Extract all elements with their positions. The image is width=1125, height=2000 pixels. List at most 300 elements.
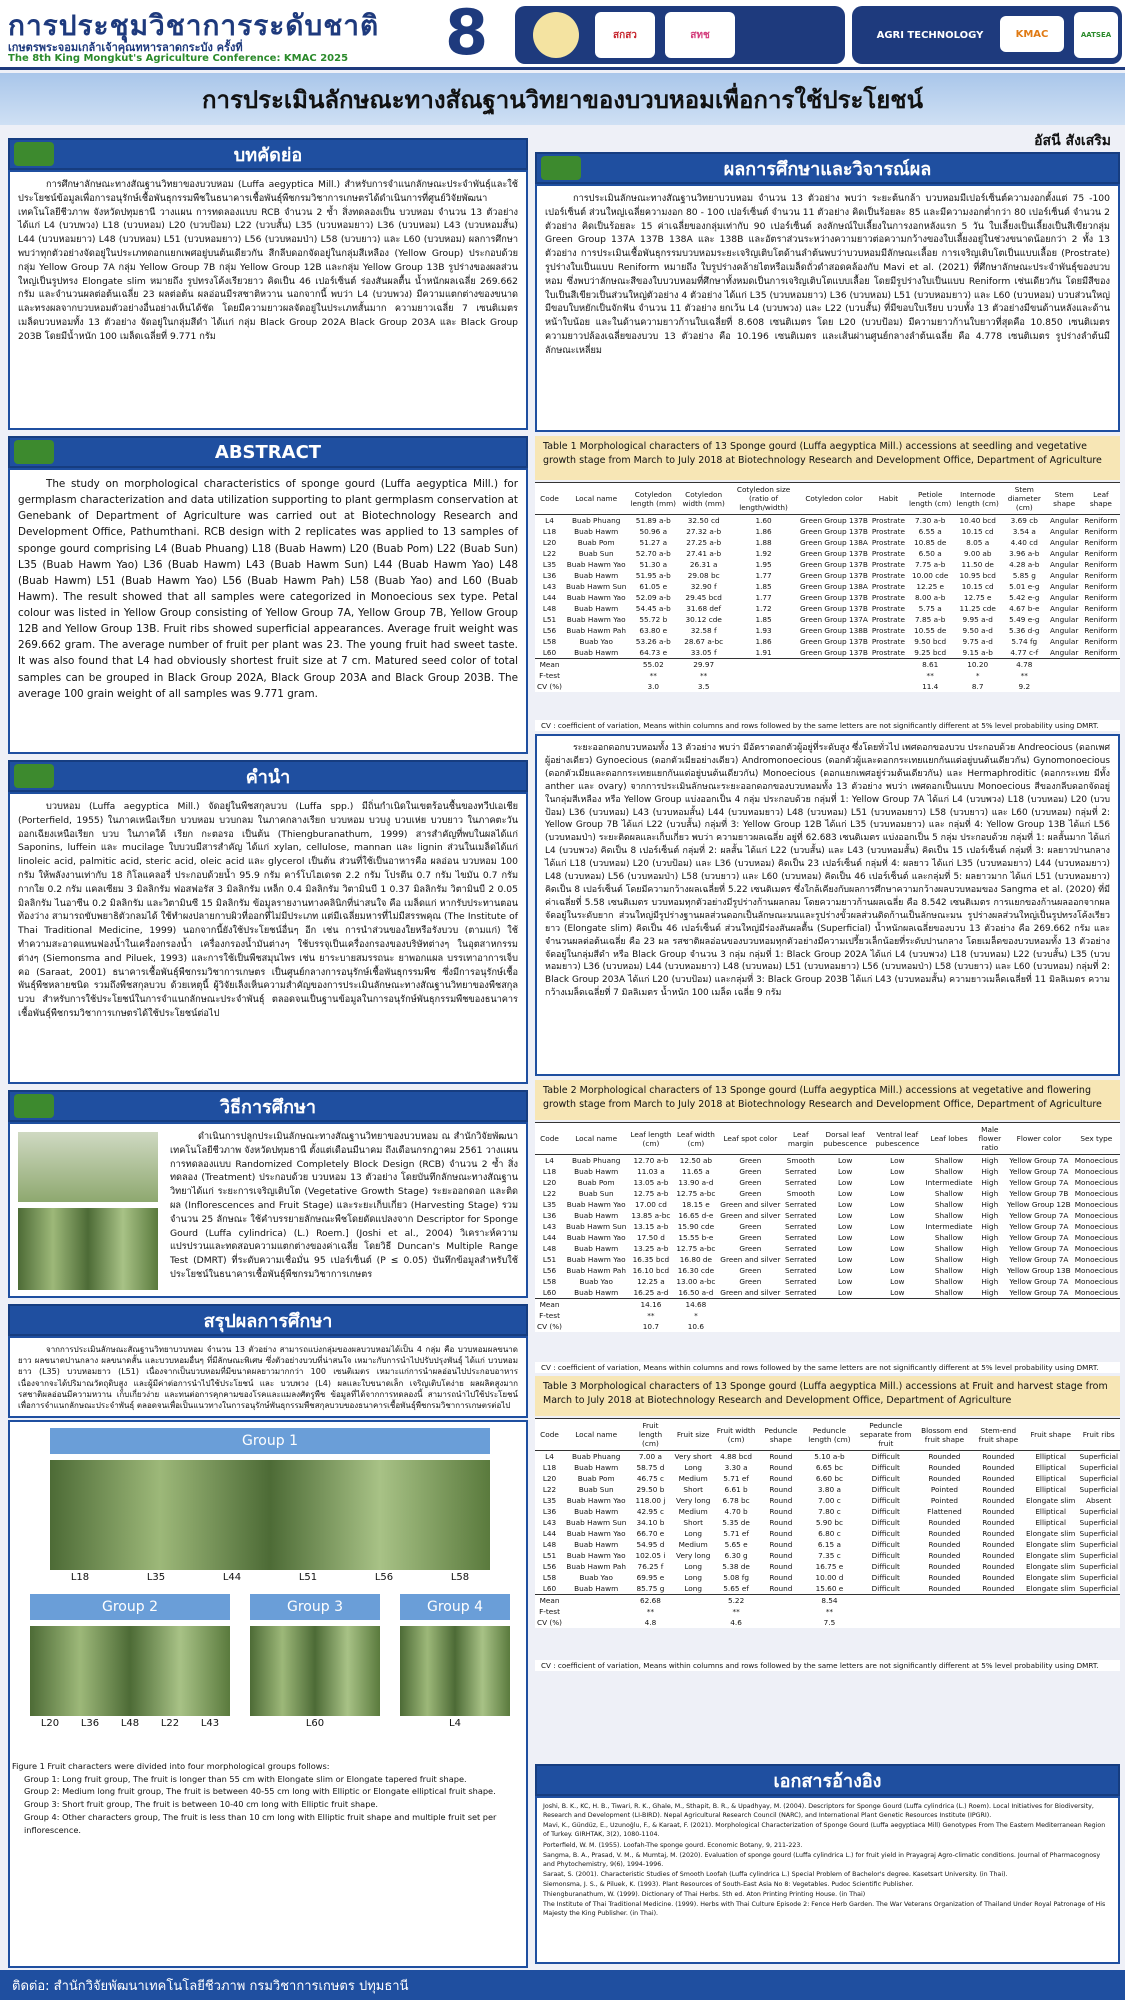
- table-cell: 13.90 a-d: [678, 1178, 714, 1187]
- fruit-label: L44: [222, 1572, 242, 1583]
- abstract-th-heading: บทคัดย่อ: [8, 138, 528, 170]
- table-cell: 1.85: [755, 582, 772, 591]
- table-header-cell: Sex type: [1073, 1123, 1120, 1155]
- table-cell: [975, 1310, 1005, 1321]
- results-text-2: ระยะออกดอกบวบหอมทั้ง 13 ตัวอย่าง พบว่า มีอัตราดอกตัวผู้อยู่ที่ระดับสูง ซึ่งโดยทั่วไป เพศดอกของบวบ ประกอบด้วย Andreocious (ดอกเพศผู้อย่างเดียว) Gynoecious (ดอกตัวเมียอย่างเดียว) Andromonoecious (ดอกตัวผู้และดอกกระเทยแยกกันแต่อยู่บนต้นเดียวกัน) Gynomonoecious (ดอกตัวเมียและดอกกระเทยแยกกันแต่อยู่บนต้นเดียวกัน) Monoecious (ดอกแยกเพศอยู่ร่วมต้นเดียวกัน) และ Hermaphroditic (ดอกกระเทย มีทั้ง anther และ ovary) จากการประเมินลักษณะระยะออกดอกของบวบหอมทั้ง 13 ตัวอย่าง พบว่า เพศดอกเป็นแบบ Monoecious สีของกลีบดอกจัดอยู่ในกลุ่มสีเหลือง หรือ Yellow Group แบ่งออกเป็น 4 กลุ่ม ประกอบด้วย กลุ่มที่ 1: Yellow Group 7A ได้แก่ L4 (บวบพวง) L18 (บวบหอม) L20 (บวบป้อม) L36 (บวบหอม) L43 (บวบหอมสั้น) L44 (บวบหอมยาว) L48 (บวบหอม) L51 (บวบหอมยาว) L58 (บวบยาว) และ L60 (บวบหอม) กลุ่มที่ 2: Yellow Group 7B ได้แก่ L22 (บวบสั้น) กลุ่มที่ 3: Yellow Group 12B ได้แก่ L35 (บวบหอมยาว) และ กลุ่มที่ 4: Yellow Group 13B ได้แก่ L56 (บวบหอมป่า) ระยะติดผลและเก็บเกี่ยว พบว่า ความยาวผลเฉลี่ย อยู่ที่ 62.683 เซนติเมตร แบ่งออกเป็น 5 กลุ่ม ประกอบด้วย กลุ่มที่ 1: ผลสั้นมาก ได้แก่ L4 (บวบพวง) คิดเป็น 8 เปอร์เซ็นต์ กลุ่มที่ 2: ผลสั้น ได้แก่ L22 (บวบสั้น) และ L43 (บวบหอมสั้น) คิดเป็น 15 เปอร์เซ็นต์ กลุ่มที่ 3: ผลยาวปานกลางได้แก่ L18 (บวบหอม) L20 (บวบป้อม) และ L36 (บวบหอม) คิดเป็น 23 เปอร์เซ็นต์ กลุ่มที่ 4: ผลยาว ได้แก่ L35 (บวบหอมยาว) L44 (บวบหอมยาว) L48 (บวบหอม) L56 (บวบหอมป่า) L58 (บวบยาว) และ L60 (บวบหอม) คิดเป็น 46 เปอร์เซ็นต์ และกลุ่มที่ 5: ผลยาวมาก ได้แก่ L51 (บวบหอมยาว) คิดเป็น 8 เปอร์เซ็นต์ โดยมีความกว้างผลเฉลี่ยที่ 5.22 เซนติเมตร ซึ่งใกล้เคียงกับผลการศึกษาความกว้างผลบวบหอมของ Sangma et al. (2020) ที่มีค่าเฉลี่ยที่ 5.58 เซนติเมตร บวบหอมทุกตัวอย่างมีรูปร่างก้านผลกลม โดยความยาวก้านผลเฉลี่ย คือ 8.542 เซนติเมตร การแยกของก้านผลออกจากผลจัดอยู่ในระดับยาก ส่วนใหญ่มีรูปร่างฐานผลส่วนดอกเป็นลักษณะมนและรูปร่างขั้วผลส่วนติดก้านเป็นลักษณะมน รูปร่างผลส่วนใหญ่เป็นรูปทรงโค้งเรียวยาว (Elongate slim) คิดเป็น 46 เปอร์เซ็นต์ ส่วนใหญ่มีร่องสันผลตื้น (Superficial) น้ำหนักผลเฉลี่ยของบวบ 13 ตัวอย่าง คือ 269.662 กรัม และจำนวนผลต่อต้นเฉลี่ย คือ 23 ผล รสชาติผลอ่อนของบวบหอมทุกตัวอย่างมีความเปรี้ยวเล็กน้อยที่ระดับปานกลาง โดยเมล็ดของบวบหอมทั้ง 13 ตัวอย่าง จัดอยู่ในกลุ่มสีดำ หรือ Black Group จำนวน 3 กลุ่ม กลุ่มที่ 1: Black Group 202A ได้แก่ L4 (บวบพวง) L18 (บวบหอม) L22 (บวบสั้น) L35 (บวบหอมยาว) L36 (บวบหอม) L44 (บวบหอมยาว) L48 (บวบหอม) L51 (บวบหอมยาว) L56 (บวบหอมป่า) L58 (บวบยาว) และ L60 (บวบหอม) กลุ่มที่ 2: Black Group 203A ได้แก่ L20 (บวบป้อม) และกลุ่มที่ 3: Black Group 203B ได้แก่ L43 (บวบหอมสั้น) ความยาวเมล็ดเฉลี่ยที่ 11 มิลลิเมตร ความกว้างเมล็ดเฉลี่ยที่ 7 มิลลิเมตร น้ำหนัก 100 เมล็ด เฉลี่ย 9 กรัม: [545, 743, 1110, 999]
- table-cell: [1005, 1299, 1073, 1311]
- table-cell: L36: [542, 1507, 557, 1516]
- table-cell: CV (%): [537, 1618, 563, 1627]
- table-cell: Buab Yao: [579, 1573, 613, 1582]
- table-cell: 1.91: [755, 648, 772, 657]
- table-cell: 6.61 b: [724, 1485, 748, 1494]
- table-cell: [1024, 1606, 1077, 1617]
- table-cell: [924, 1299, 975, 1311]
- table-cell: L22: [542, 549, 557, 558]
- table-header-cell: Fruit width (cm): [714, 1419, 758, 1451]
- table-cell: 4.6: [730, 1618, 742, 1627]
- results-text-1: การประเมินลักษณะทางสัณฐานวิทยาบวบหอม จำนวน 13 ตัวอย่าง พบว่า ระยะต้นกล้า บวบหอมมีเปอร์เซ็นต์ความงอกตั้งแต่ 75 -100 เปอร์เซ็นต์ ส่วนใหญ่เฉลี่ยความงอก 80 - 100 เปอร์เซ็นต์ จำนวน 11 ตัวอย่าง คิดเป็นร้อยละ 85 และมีความงอกต่ำกว่า 80 เปอร์เซ็นต์ จำนวน 2 ตัวอย่าง คิดเป็นร้อยละ 15 ค่าเฉลี่ยของกลุ่มเท่ากับ 90 เปอร์เซ็นต์ ลงลักษณ์ใบเลี้ยงในการงอกหลังแรก 5 วัน ใบเลี้ยงเป็นเลี้ยงเป็นสีเขียวกลุ่ม Green Group 137A 137B 138A และ 138B และอัตราส่วนระหว่างความยาวต่อความกว้างของใบเลี้ยงอยู่ในช่วงขนาดน้อยกว่า 2 ทั้ง 13 ตัวอย่าง การประเมินเชื้อพันธุกรรมบวบหอมระยะเจริญเติบโตด้านลำต้นพบว่าบวบหอมมีลักษณะเลื้อย การเจริญเติบโตเป็นแบบเลื้อย (Prostrate) รูปร่างใบเป็นแบบ Reniform หมายถึง ใบรูปร่างคล้ายไตหรือเมล็ดถั่วดำสอดคล้องกับ Mavi et al. (2021) ที่ศึกษาลักษณะประจำพันธุ์ของบวบหอม ซึ่งพบว่าลักษณะสีของใบบวบหอมที่ศึกษาทั้งหมดเป็นการเจริญเติบโตแบบเลื้อย โดยมีรูปร่างใบเป็นแบบ Reniform เช่นเดียวกัน โดยมีสีของใบเป็นสีเขียวเป็นส่วนใหญ่ตัวอย่าง 4 ตัวอย่าง ได้แก่ L35 (บวบหอมยาว) L36 (บวบหอม) L51 (บวบหอมยาว) และ L60 (บวบหอม) บวบส่วนใหญ่มีขอบใบหยักเป็นจักฟัน จำนวน 11 ตัวอย่าง ยกเว้น L4 (บวบพวง) และ L22 (บวบสั้น) ที่มีขอบใบเรียบ บวบทั้ง 13 ตัวอย่างมีขนด้านหลังและด้านหน้าใบน้อย และในด้านความยาวก้านใบเฉลี่ยที่ 8.608 เซนติเมตร โดย L20 (บวบป้อม) มีความยาวก้านใบยาวที่สุดคือ 10.850 เซนติเมตร ความยาวปล้องเฉลี่ยของบวบ 13 ตัวอย่าง คือ 10.196 เซนติเมตร และเส้นผ่านศูนย์กลางลำต้นเฉลี่ย คือ 4.778 เซนติเมตร รูปร่างลำต้นมีลักษณะเหลี่ยม: [545, 193, 1110, 356]
- table-cell: 1.88: [755, 538, 772, 547]
- table-cell: Reniform: [1084, 604, 1118, 613]
- table-cell: L60: [542, 1288, 557, 1297]
- table-cell: Short: [683, 1485, 703, 1494]
- figure-caption-line: Group 2: Medium long fruit group, The fruit is between 40-55 cm long with Elliptic or Elongate elliptical fruit shape.: [24, 1786, 496, 1797]
- table-cell: 6.65 bc: [815, 1463, 844, 1472]
- table-cell: 17.50 d: [636, 1233, 665, 1242]
- table-cell: [1073, 1299, 1120, 1311]
- results-body-2: [535, 734, 1120, 1076]
- table-cell: Long: [684, 1562, 703, 1571]
- table-cell: 51.27 a: [639, 538, 668, 547]
- table-cell: 51.95 a-b: [635, 571, 671, 580]
- table-cell: L4: [545, 1452, 554, 1461]
- table-cell: 16.50 a-d: [678, 1288, 714, 1297]
- table-cell: L56: [542, 1562, 557, 1571]
- table-cell: Prostrate: [871, 604, 905, 613]
- table-cell: Smooth: [786, 1156, 815, 1165]
- table-cell: Serrated: [785, 1244, 817, 1253]
- intro-body: [8, 792, 528, 1084]
- table-cell: Buab Hawm Yao: [566, 1551, 626, 1560]
- table2-note: CV : coefficient of variation, Means within columns and rows followed by the same letters are not significantly different at 5% level probability using DMRT.: [535, 1362, 1120, 1373]
- results-heading: ผลการศึกษาและวิจารณ์ผล: [535, 152, 1120, 184]
- table-cell: 12.50 ab: [679, 1156, 713, 1165]
- table-cell: *: [694, 1311, 698, 1320]
- fruit-label: L51: [298, 1572, 318, 1583]
- table-cell: Yellow Group 7B: [1009, 1189, 1069, 1198]
- table-cell: **: [1020, 671, 1028, 680]
- table-header-cell: Peduncle shape: [758, 1419, 803, 1451]
- table-cell: F-test: [539, 671, 560, 680]
- table-header-cell: Petiole length (cm): [907, 483, 953, 515]
- table-cell: [916, 1595, 973, 1607]
- table-cell: 42.95 c: [636, 1507, 665, 1516]
- table-cell: L18: [542, 1167, 557, 1176]
- table-cell: 5.01 e-g: [1009, 582, 1040, 591]
- kmac-logo: KMAC: [1000, 16, 1064, 52]
- table-row: [535, 1177, 1120, 1188]
- table-cell: 9.00 ab: [963, 549, 992, 558]
- table-cell: High: [981, 1288, 999, 1297]
- table-cell: Rounded: [928, 1529, 961, 1538]
- table-cell: [870, 659, 907, 671]
- table-cell: 5.90 bc: [815, 1518, 844, 1527]
- table-cell: 9.50 bcd: [914, 637, 947, 646]
- fruit-label: L56: [374, 1572, 394, 1583]
- table-cell: 50.96 a: [639, 527, 668, 536]
- table-row: [535, 1572, 1120, 1583]
- table-cell: Medium: [678, 1540, 708, 1549]
- table-cell: Angular: [1049, 615, 1079, 624]
- table-cell: Rounded: [928, 1562, 961, 1571]
- table-cell: [718, 1321, 782, 1332]
- table-cell: Serrated: [785, 1255, 817, 1264]
- table-cell: Superficial: [1079, 1562, 1118, 1571]
- table-cell: L58: [542, 637, 557, 646]
- table-cell: 7.35 c: [818, 1551, 841, 1560]
- table-cell: Angular: [1049, 626, 1079, 635]
- table-cell: 5.42 e-g: [1009, 593, 1040, 602]
- table-cell: Rounded: [982, 1518, 1015, 1527]
- table-cell: L44: [542, 1233, 557, 1242]
- table-cell: Serrated: [785, 1178, 817, 1187]
- table-header-cell: Leaf shape: [1082, 483, 1120, 515]
- abstract-en-text: The study on morphological characteristics of sponge gourd (Luffa aegyptica Mill.) for germplasm characterization and data utilization supporting to plant germplasm conservation at Genebank of Department of Agriculture was carried out at Biotechnology Research and Development Office, Pathumthani. RCB design with 2 replicates was applied to 13 samples of sponge gourd comprising L4 (Buab Phuang) L18 (Buab Hawm) L20 (Buab Pom) L22 (Buab Sun) L35 (Buab Hawm Yao) L36 (Buab Hawm) L43 (Buab Hawm Sun) L44 (Buab Hawm Yao) L48 (Buab Hawm) L51 (Buab Hawm Yao) L56 (Buab Hawm Pah) L58 (Buab Yao) and L60 (Buab Hawm). The result showed that all samples were categorized in Monoecious sex type. Petal colour was listed in Yellow Group consisting of Yellow Group 7A, Yellow Group 7B, Yellow Group 12B and Yellow Group 13B. Fruit ribs showed superficial appearances. Average fruit weight was 269.662 gram. The average number of fruit per plant was 23. The young fruit had sweet taste. It was also found that L4 had obviously shortest fruit size at 7 cm. Matured seed color of total samples can be grouped in Black Group 202A, Black Group 203A and Black Group 203B. The average 100 grain weight of all samples was 9.771 gram.: [18, 478, 518, 700]
- table-cell: 29.08 bc: [687, 571, 720, 580]
- table-cell: Difficult: [871, 1573, 900, 1582]
- table-cell: 10.55 de: [914, 626, 947, 635]
- table-cell: Green Group 138A: [800, 582, 868, 591]
- table-cell: Difficult: [871, 1584, 900, 1593]
- table-cell: Low: [890, 1244, 905, 1253]
- table-cell: Elliptical: [1035, 1452, 1067, 1461]
- table-cell: [718, 1299, 782, 1311]
- table-cell: **: [647, 1311, 655, 1320]
- table-cell: L20: [542, 538, 557, 547]
- table-cell: Flattened: [927, 1507, 962, 1516]
- table3-caption: Table 3 Morphological characters of 13 Sponge gourd (Luffa aegyptica Mill.) accessions at Fruit and harvest stage from March to July 2018 at Biotechnology Research and Development Office, Department of Agriculture: [535, 1376, 1120, 1416]
- table-cell: [673, 1595, 714, 1607]
- table-cell: 14.16: [628, 1299, 673, 1311]
- table-cell: Low: [837, 1189, 853, 1198]
- table-cell: L20: [542, 1474, 557, 1483]
- group-2-photo: [30, 1626, 230, 1716]
- table-cell: L36: [542, 571, 557, 580]
- table-row: [535, 1243, 1120, 1254]
- table-cell: 18.15 e: [682, 1200, 710, 1209]
- table-cell: Pointed: [930, 1496, 959, 1505]
- table-cell: Green Group 137B: [800, 560, 868, 569]
- table-cell: 16.10 bcd: [632, 1266, 670, 1275]
- table-cell: Yellow Group 7A: [1009, 1244, 1069, 1253]
- table-cell: [798, 659, 870, 671]
- table-cell: [924, 1321, 975, 1332]
- table-cell: [1073, 1321, 1120, 1332]
- table-cell: 55.72 b: [639, 615, 668, 624]
- table-cell: Reniform: [1084, 615, 1118, 624]
- table-row: [535, 1221, 1120, 1232]
- conclusion-heading: สรุปผลการศึกษา: [8, 1304, 528, 1336]
- table-cell: Reniform: [1084, 516, 1118, 525]
- table-cell: L36: [542, 1211, 557, 1220]
- table-cell: Green: [739, 1167, 762, 1176]
- table-cell: Long: [684, 1529, 703, 1538]
- table-cell: Monoecious: [1074, 1167, 1118, 1176]
- table-cell: 5.75 a: [918, 604, 942, 613]
- table-cell: Superficial: [1079, 1485, 1118, 1494]
- group-2-label: Group 2: [30, 1594, 230, 1620]
- table-cell: [973, 1606, 1024, 1617]
- table-cell: Angular: [1049, 604, 1079, 613]
- table-header-cell: Leaf width (cm): [673, 1123, 718, 1155]
- table-cell: Superficial: [1079, 1573, 1118, 1582]
- intro-heading: คำนำ: [8, 760, 528, 792]
- table-cell: [798, 681, 870, 692]
- table-cell: Buab Hawm Pah: [566, 1562, 626, 1571]
- table-cell: 15.60 e: [815, 1584, 844, 1593]
- table-cell: 6.30 g: [724, 1551, 748, 1560]
- table-cell: 5.49 e-g: [1009, 615, 1040, 624]
- table-cell: High: [981, 1222, 999, 1231]
- section-leaf-icon: [14, 440, 54, 464]
- table-cell: L51: [542, 1551, 557, 1560]
- table-cell: Round: [769, 1496, 793, 1505]
- table-cell: [729, 670, 798, 681]
- table-summary-row: [535, 681, 1120, 692]
- table-cell: [871, 1299, 923, 1311]
- table-row: [535, 1155, 1120, 1167]
- table-cell: Green Group 137B: [800, 571, 868, 580]
- table-cell: Rounded: [982, 1496, 1015, 1505]
- table-cell: [1005, 1321, 1073, 1332]
- table-cell: Superficial: [1079, 1551, 1118, 1560]
- table-header-cell: Dorsal leaf pubescence: [819, 1123, 871, 1155]
- table-cell: 9.75 a-d: [962, 637, 993, 646]
- table-cell: [973, 1617, 1024, 1628]
- table-cell: 33.05 f: [690, 648, 717, 657]
- table-cell: 32.90 f: [690, 582, 717, 591]
- table-cell: 14.68: [673, 1299, 718, 1311]
- table-cell: [1047, 681, 1082, 692]
- table-cell: 85.75 g: [636, 1584, 665, 1593]
- table-cell: Buab Hawm: [574, 648, 619, 657]
- table-cell: 8.7: [971, 682, 984, 691]
- table-cell: [729, 659, 798, 671]
- table-cell: 1.93: [755, 626, 772, 635]
- table-cell: Intermediate: [925, 1222, 973, 1231]
- table-cell: Low: [890, 1211, 905, 1220]
- table-cell: 1.86: [755, 637, 772, 646]
- table-cell: 8.05 a: [966, 538, 990, 547]
- table-cell: Difficult: [871, 1529, 900, 1538]
- conference-subtitle: เกษตรพระจอมเกล้าเจ้าคุณทหารลาดกระบัง ครั้งที่: [8, 41, 243, 54]
- table-cell: 5.35 de: [722, 1518, 750, 1527]
- table-cell: Rounded: [928, 1573, 961, 1582]
- table-row: [535, 1210, 1120, 1221]
- table-cell: L58: [542, 1573, 557, 1582]
- table-cell: [870, 681, 907, 692]
- table-cell: 3.5: [697, 682, 710, 691]
- table-cell: 69.95 e: [636, 1573, 665, 1582]
- table-cell: 7.30 a-b: [915, 516, 946, 525]
- table-cell: Rounded: [982, 1584, 1015, 1593]
- table-cell: High: [981, 1200, 999, 1209]
- table-cell: Difficult: [871, 1452, 900, 1461]
- table-cell: Low: [837, 1222, 853, 1231]
- table-cell: 15.55 b-e: [678, 1233, 714, 1242]
- table-cell: 7.80 c: [818, 1507, 841, 1516]
- table-cell: 1.86: [755, 527, 772, 536]
- table-cell: Serrated: [785, 1222, 817, 1231]
- table-cell: [564, 1606, 628, 1617]
- conference-english-title: The 8th King Mongkut's Agriculture Conference: KMAC 2025: [8, 53, 349, 64]
- table-cell: Pointed: [930, 1485, 959, 1494]
- table-row: [535, 1287, 1120, 1299]
- table-cell: *: [975, 671, 980, 680]
- table-cell: Rounded: [928, 1452, 961, 1461]
- table-cell: Round: [769, 1518, 793, 1527]
- table-cell: [1073, 1310, 1120, 1321]
- table-cell: Serrated: [785, 1200, 817, 1209]
- table-cell: L43: [542, 1518, 557, 1527]
- table3-note: CV : coefficient of variation, Means within columns and rows followed by the same letters are not significantly different at 5% level probability using DMRT.: [535, 1660, 1120, 1671]
- table-cell: [1082, 659, 1120, 671]
- table-cell: L43: [542, 1222, 557, 1231]
- tsri-logo: สกสว: [595, 12, 655, 58]
- table-cell: Buab Phuang: [571, 1452, 621, 1461]
- fruit-label: L20: [40, 1718, 60, 1729]
- table-cell: Rounded: [982, 1540, 1015, 1549]
- table-cell: 6.15 a: [817, 1540, 841, 1549]
- table-cell: Yellow Group 7A: [1009, 1277, 1069, 1286]
- table-cell: Reniform: [1084, 637, 1118, 646]
- table-cell: 51.89 a-b: [635, 516, 671, 525]
- table-summary-row: [535, 1310, 1120, 1321]
- table-cell: Shallow: [934, 1255, 964, 1264]
- table-cell: 55.02: [628, 659, 678, 671]
- table-cell: Buab Hawm Yao: [566, 1529, 626, 1538]
- table-row: [535, 559, 1120, 570]
- table-cell: Buab Hawm: [574, 1211, 619, 1220]
- table-cell: Serrated: [785, 1288, 817, 1297]
- table-cell: High: [981, 1156, 999, 1165]
- table-cell: Green Group 137B: [800, 648, 868, 657]
- table-cell: 6.50 a: [918, 549, 942, 558]
- table-cell: Reniform: [1084, 648, 1118, 657]
- table-cell: 7.00 c: [818, 1496, 841, 1505]
- table-cell: Superficial: [1079, 1507, 1118, 1516]
- table-cell: Shallow: [934, 1200, 964, 1209]
- table-cell: Very short: [674, 1452, 712, 1461]
- table-cell: [782, 1321, 819, 1332]
- table-cell: 52.09 a-b: [635, 593, 671, 602]
- table-cell: 30.12 cde: [685, 615, 722, 624]
- table-cell: Green Group 138B: [800, 626, 868, 635]
- table-cell: 27.25 a-b: [686, 538, 722, 547]
- table-cell: Rounded: [982, 1507, 1015, 1516]
- table-cell: 12.25 a: [637, 1277, 665, 1286]
- table-cell: Green Group 138A: [800, 538, 868, 547]
- table-cell: 3.0: [647, 682, 660, 691]
- table-cell: Prostrate: [871, 626, 905, 635]
- table-cell: Very long: [676, 1551, 711, 1560]
- fruit-label: L58: [450, 1572, 470, 1583]
- table-cell: **: [926, 671, 934, 680]
- reference-item: The Institute of Thai Traditional Medicine. (1999). Herbs with Thai Culture Episode 2: Fence Herb Garden. The War Veterans Organization of Thailand Under Royal Patronage of His Majesty the King Publisher. (in Thai).: [543, 1901, 1106, 1918]
- table-cell: L44: [542, 1529, 557, 1538]
- table-cell: 16.25 a-d: [633, 1288, 669, 1297]
- table-cell: [673, 1606, 714, 1617]
- table-cell: L18: [542, 527, 557, 536]
- table-cell: [729, 681, 798, 692]
- table-cell: Buab Hawm Pah: [566, 1266, 626, 1275]
- table-cell: 6.55 a: [918, 527, 942, 536]
- table-cell: Intermediate: [925, 1178, 973, 1187]
- table-row: [535, 537, 1120, 548]
- fruit-label: L22: [160, 1718, 180, 1729]
- reference-item: Joshi, B. K., KC, H. B., Tiwari, R. K., Ghale, M., Sthapit, B. R., & Upadhyay, M. (2004). Descriptors for Sponge Gourd (Luffa cylindrica (L.) Roem). Local Initiatives for Biodiversity, Research and Development (LI-BIRD). Nepal Agricultural Research Council (NARC), and International Plant Genetic Resources Institute (IPGRI).: [543, 1803, 1094, 1820]
- table-cell: Monoecious: [1074, 1211, 1118, 1220]
- table-cell: Rounded: [982, 1485, 1015, 1494]
- poster-title: การประเมินลักษณะทางสัณฐานวิทยาของบวบหอมเพื่อการใช้ประโยชน์: [202, 85, 923, 114]
- table-cell: F-test: [539, 1607, 560, 1616]
- table-header-cell: Flower color: [1005, 1123, 1073, 1155]
- table-cell: Green and silver: [720, 1288, 781, 1297]
- table-cell: Low: [890, 1167, 905, 1176]
- section-leaf-icon: [541, 156, 581, 180]
- table-cell: 1.77: [755, 571, 772, 580]
- table-cell: [855, 1617, 916, 1628]
- fruit-label: L36: [80, 1718, 100, 1729]
- table-cell: 12.70 a-b: [633, 1156, 669, 1165]
- table-cell: Monoecious: [1074, 1255, 1118, 1264]
- table-cell: Elongate slim: [1025, 1551, 1076, 1560]
- table-cell: Monoecious: [1074, 1189, 1118, 1198]
- table-cell: [1082, 681, 1120, 692]
- table-cell: 12.75 a-bc: [676, 1244, 716, 1253]
- table-row: [535, 1473, 1120, 1484]
- abstract-en-body: [8, 468, 528, 754]
- table-cell: L20: [542, 1178, 557, 1187]
- reference-item: Saraat, S. (2001). Characteristic Studies of Smooth Loofah (Luffa cylindrica L.) Special Problem of Bachelor's degree. Kasetsart University. (in Thai).: [543, 1870, 1008, 1878]
- table-cell: Yellow Group 7A: [1009, 1211, 1069, 1220]
- author-name: อัสนี สังเสริม: [1034, 133, 1111, 149]
- table-cell: L4: [545, 1156, 554, 1165]
- table-cell: Round: [769, 1474, 793, 1483]
- table-cell: 9.50 a-d: [962, 626, 993, 635]
- table-cell: Difficult: [871, 1496, 900, 1505]
- table-cell: Shallow: [934, 1233, 964, 1242]
- table-cell: Absent: [1086, 1496, 1112, 1505]
- table-cell: Buab Hawm Sun: [566, 1222, 627, 1231]
- table-cell: 54.95 d: [636, 1540, 665, 1549]
- table-cell: Superficial: [1079, 1463, 1118, 1472]
- table-row: [535, 1232, 1120, 1243]
- table-cell: Green: [739, 1222, 762, 1231]
- table-row: [535, 548, 1120, 559]
- table-cell: 27.32 a-b: [686, 527, 722, 536]
- table-cell: Serrated: [785, 1167, 817, 1176]
- table-cell: Shallow: [934, 1167, 964, 1176]
- table-row: [535, 526, 1120, 537]
- table-cell: Long: [684, 1463, 703, 1472]
- table-cell: Green: [739, 1277, 762, 1286]
- table-cell: Prostrate: [871, 516, 905, 525]
- table-cell: Monoecious: [1074, 1200, 1118, 1209]
- table-cell: CV (%): [537, 682, 563, 691]
- table-cell: Rounded: [982, 1529, 1015, 1538]
- table-cell: Buab Hawm Pah: [566, 626, 626, 635]
- table-cell: Low: [837, 1178, 853, 1187]
- table-cell: 6.60 bc: [815, 1474, 844, 1483]
- table-cell: 15.90 cde: [677, 1222, 715, 1231]
- table-cell: Low: [837, 1167, 853, 1176]
- table-cell: Superficial: [1079, 1540, 1118, 1549]
- table-cell: High: [981, 1266, 999, 1275]
- table-cell: 4.28 a-b: [1009, 560, 1040, 569]
- abstract-en-heading: ABSTRACT: [8, 436, 528, 468]
- table-cell: 58.75 d: [636, 1463, 665, 1472]
- table-cell: 10.95 bcd: [959, 571, 996, 580]
- table-cell: High: [981, 1178, 999, 1187]
- table-row: [535, 1561, 1120, 1572]
- table-row: [535, 1495, 1120, 1506]
- table-cell: [1024, 1595, 1077, 1607]
- table-cell: 7.85 a-b: [915, 615, 946, 624]
- table-cell: Elongate slim: [1025, 1573, 1076, 1582]
- table-header-cell: Leaf margin: [782, 1123, 819, 1155]
- table-cell: 5.08 fg: [723, 1573, 749, 1582]
- table-cell: 1.85: [755, 615, 772, 624]
